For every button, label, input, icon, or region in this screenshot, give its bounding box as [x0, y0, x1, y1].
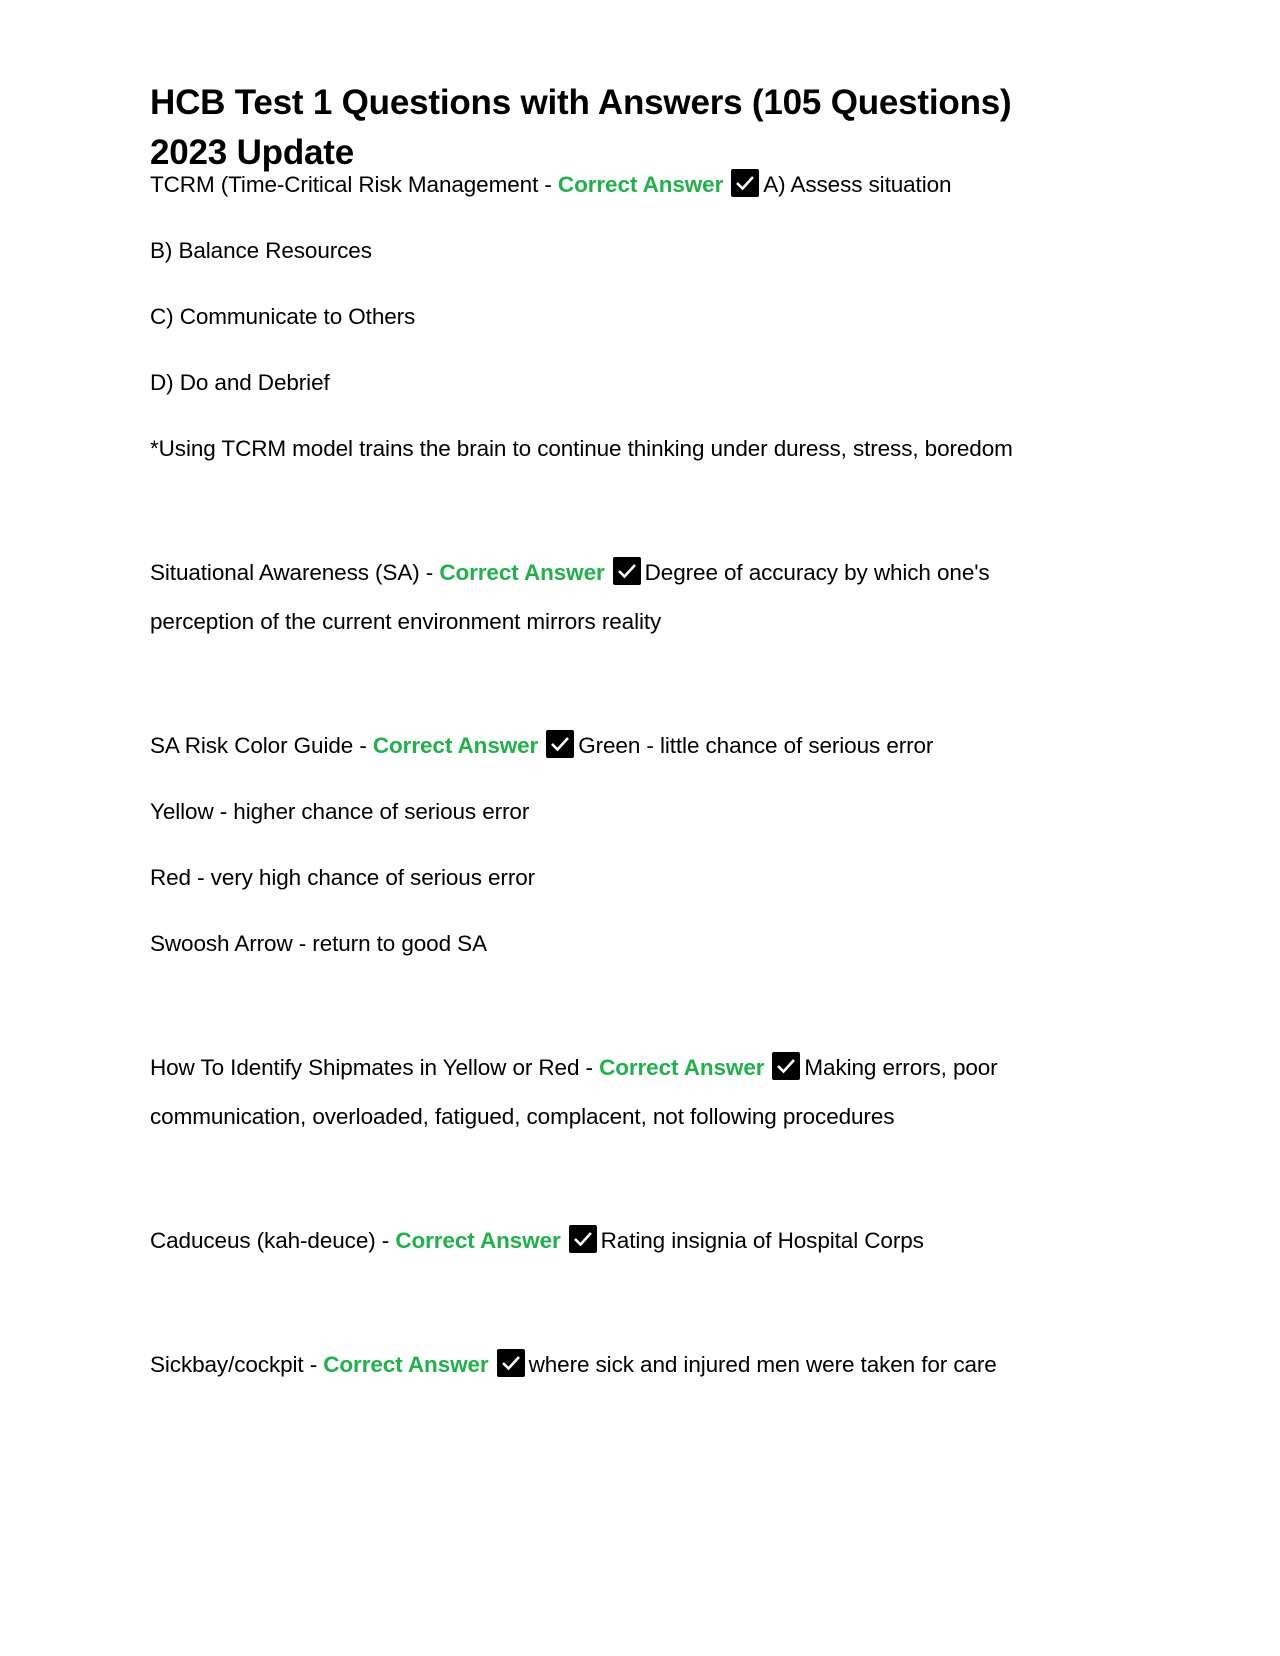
answer-line: D) Do and Debrief	[150, 370, 330, 395]
answer-line: Red - very high chance of serious error	[150, 865, 536, 890]
checkmark-icon	[546, 730, 574, 758]
title-line-2: 2023 Update	[150, 133, 355, 172]
answer-line: Swoosh Arrow - return to good SA	[150, 931, 487, 956]
qa-entry-tcrm	[150, 160, 1150, 473]
answer-text: A) Assess situation	[763, 172, 952, 197]
question-term: SA Risk Color Guide -	[150, 733, 373, 758]
question-term: How To Identify Shipmates in Yellow or Red -	[150, 1055, 600, 1080]
qa-line	[150, 1340, 1150, 1389]
qa-entry-situational-awareness	[150, 548, 1150, 646]
checkmark-icon	[613, 557, 641, 585]
spacer	[150, 1282, 1150, 1340]
correct-answer-label: Correct Answer	[439, 560, 605, 585]
answer-line: C) Communicate to Others	[150, 304, 416, 329]
correct-answer-label: Correct Answer	[599, 1055, 765, 1080]
qa-line	[150, 721, 1150, 770]
correct-answer-label: Correct Answer	[323, 1352, 489, 1377]
checkmark-icon	[497, 1349, 525, 1377]
qa-entry-sickbay	[150, 1340, 1150, 1389]
qa-line	[150, 1216, 1150, 1265]
qa-entry-identify-shipmates	[150, 1043, 1150, 1141]
question-term: TCRM (Time-Critical Risk Management -	[150, 172, 558, 197]
qa-line	[150, 1043, 1070, 1141]
answer-line: Yellow - higher chance of serious error	[150, 799, 530, 824]
qa-entry-caduceus	[150, 1216, 1150, 1265]
answer-line: *Using TCRM model trains the brain to continue thinking under duress, stress, boredom	[150, 436, 1013, 461]
answer-line: B) Balance Resources	[150, 238, 372, 263]
question-term: Caduceus (kah-deuce) -	[150, 1228, 396, 1253]
checkmark-icon	[569, 1225, 597, 1253]
checkmark-icon	[772, 1052, 800, 1080]
answer-text: Rating insignia of Hospital Corps	[600, 1228, 924, 1253]
spacer	[150, 663, 1150, 721]
correct-answer-label: Correct Answer	[395, 1228, 561, 1253]
answer-text: where sick and injured men were taken for care	[528, 1352, 997, 1377]
checkmark-icon	[731, 169, 759, 197]
question-term: Situational Awareness (SA) -	[150, 560, 440, 585]
title-line-1: HCB Test 1 Questions with Answers (105 Questions)	[150, 83, 1012, 122]
answer-text: Making errors, poor communication, overloaded, fatigued, complacent, not following procedures	[150, 1055, 998, 1129]
answer-text: Green - little chance of serious error	[578, 733, 934, 758]
spacer	[150, 985, 1150, 1043]
qa-entry-sa-risk-color-guide	[150, 721, 1150, 968]
spacer	[150, 1158, 1150, 1216]
spacer	[150, 490, 1150, 548]
qa-line	[150, 548, 1050, 646]
document-page	[150, 78, 1150, 1406]
qa-line	[150, 160, 1150, 209]
correct-answer-label: Correct Answer	[557, 172, 724, 197]
correct-answer-label: Correct Answer	[372, 733, 539, 758]
answer-text: Degree of accuracy by which one's perception of the current environment mirrors reality	[150, 560, 990, 634]
question-term: Sickbay/cockpit -	[150, 1352, 324, 1377]
